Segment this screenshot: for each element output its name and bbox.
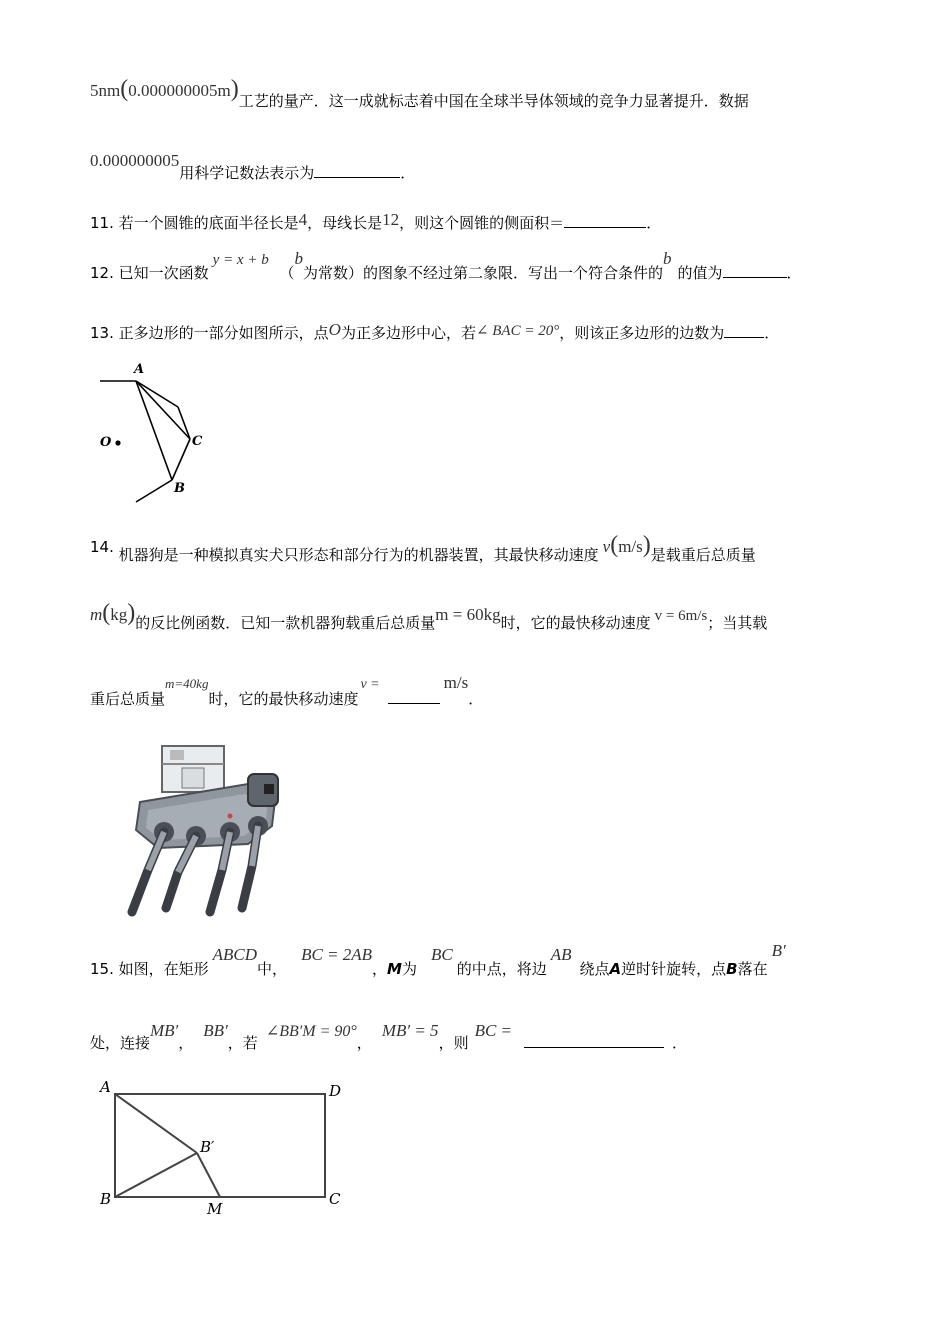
q13-label-c: C bbox=[192, 434, 203, 449]
q11-slant: 12 bbox=[382, 210, 400, 229]
q15-number: 15. bbox=[90, 960, 114, 978]
q11-number: 11. bbox=[90, 214, 114, 232]
q14-mass-60: m = 60kg bbox=[435, 605, 501, 624]
q15-answer-blank[interactable] bbox=[524, 1033, 664, 1048]
q11-radius: 4 bbox=[298, 210, 308, 229]
q15-angle: ∠BB′M = 90° bbox=[265, 1023, 357, 1040]
q14-line3: 重后总质量m=40kg时，它的最快移动速度v = m/s． bbox=[90, 673, 484, 708]
q12-function: y = x + b bbox=[212, 252, 269, 268]
q13-polygon-figure bbox=[90, 360, 220, 505]
q13-center-dot bbox=[115, 440, 120, 445]
q12-line: 12. 已知一次函数y = x + b （b为常数）的图象不经过第二象限．写出一个符合条件的b的值为 ． bbox=[90, 249, 802, 282]
q15-rectangle-abcd bbox=[115, 1094, 325, 1197]
q11-line: 11. 若一个圆锥的底面半径长是4，母线长是12，则这个圆锥的侧面积＝ ． bbox=[90, 210, 662, 232]
q10-answer-blank[interactable] bbox=[314, 163, 400, 178]
q14-answer-blank[interactable] bbox=[388, 689, 440, 704]
q11-answer-blank[interactable] bbox=[564, 213, 646, 228]
q14-mass-40: m=40kg bbox=[165, 676, 209, 691]
q13-angle: ∠ BAC = 20° bbox=[475, 323, 560, 339]
q10-line1: 5nm(0.000000005m)工艺的量产．这一成就标志着中国在全球半导体领域的竞争力显著提升．数据 bbox=[90, 76, 749, 110]
q15-label-a: A bbox=[100, 1078, 111, 1096]
q10-line2: 0.000000005用科学记数法表示为 ． bbox=[90, 151, 416, 182]
q13-segment-ab bbox=[136, 381, 172, 480]
robot-dog-image bbox=[118, 740, 308, 920]
q15-label-d: D bbox=[329, 1082, 342, 1100]
q10-text1: 工艺的量产．这一成就标志着中国在全球半导体领域的竞争力显著提升．数据 bbox=[238, 92, 749, 110]
q10-math-5nm: 5nm bbox=[90, 81, 121, 100]
q15-label-b-prime: B′ bbox=[200, 1138, 215, 1156]
q14-line1: 14. 机器狗是一种模拟真实犬只形态和部分行为的机器装置，其最快移动速度 v(m/s)是载重后总质量 bbox=[90, 532, 756, 564]
q15-segment-mb-prime bbox=[197, 1153, 220, 1197]
q13-edge-right-c bbox=[178, 407, 190, 439]
q13-line: 13. 正多边形的一部分如图所示，点O为正多边形中心，若∠ BAC = 20°，则该正多边形的边数为 ． bbox=[90, 320, 780, 342]
q15-line1: 15. 如图，在矩形ABCD中，BC = 2AB，M为BC的中点，将边AB绕点A逆时针旋转，点B落在B′ bbox=[90, 941, 786, 978]
q13-segment-ac bbox=[136, 381, 190, 439]
q10-math-decimal-m: 0.000000005m bbox=[128, 81, 231, 100]
q14-line2: m(kg)的反比例函数．已知一款机器狗载重后总质量m = 60kg时，它的最快移动速度 v = 6m/s；当其载 bbox=[90, 600, 768, 632]
q13-number: 13. bbox=[90, 324, 114, 342]
q12-number: 12. bbox=[90, 264, 114, 282]
q13-label-o: O bbox=[100, 435, 112, 450]
q13-edge-c-b bbox=[172, 439, 190, 480]
q15-label-c: C bbox=[329, 1190, 341, 1208]
q14-number: 14. bbox=[90, 538, 114, 556]
q15-line2: 处，连接MB′，BB′，若∠BB′M = 90°，MB′ = 5，则BC =． bbox=[90, 1021, 688, 1052]
q13-answer-blank[interactable] bbox=[724, 323, 764, 338]
q15-segment-ab-prime bbox=[115, 1094, 197, 1153]
q15-rectangle-figure bbox=[92, 1078, 352, 1223]
q13-label-a: A bbox=[134, 362, 145, 377]
q10-math-decimal: 0.000000005 bbox=[90, 151, 180, 170]
q15-label-m: M bbox=[207, 1200, 223, 1218]
q12-answer-blank[interactable] bbox=[723, 263, 787, 278]
q15-label-b: B bbox=[100, 1190, 112, 1208]
q15-segment-bb-prime bbox=[115, 1153, 197, 1197]
q14-speed-6: v = 6m/s bbox=[654, 608, 708, 624]
q10-text2: 用科学记数法表示为 bbox=[179, 164, 315, 182]
q13-label-b: B bbox=[174, 481, 185, 496]
q13-edge-b-left bbox=[136, 480, 172, 502]
